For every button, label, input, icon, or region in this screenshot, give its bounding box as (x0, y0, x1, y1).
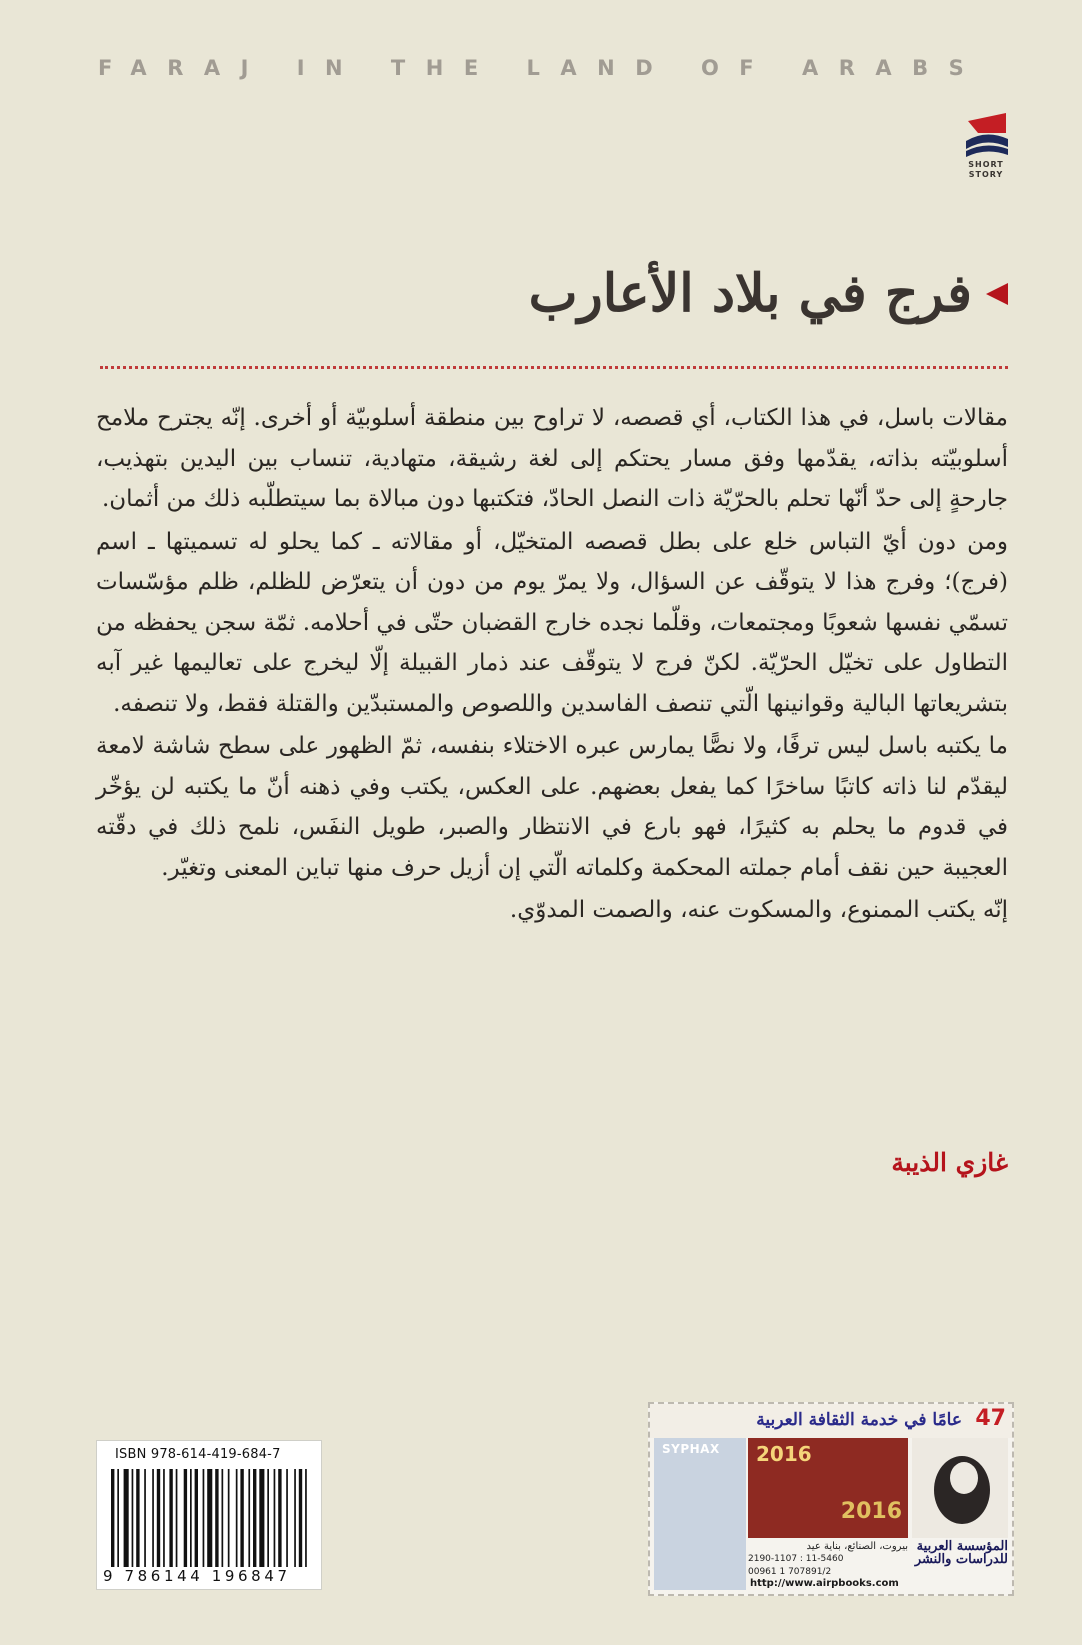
title-arrow-icon (986, 283, 1008, 305)
book-title-row (528, 263, 1008, 324)
barcode-digits: 9 786144 196847 (103, 1567, 291, 1585)
series-label: SHORT STORY (968, 160, 1004, 179)
blurb-paragraph: ومن دون أيّ التباس خلع على بطل قصصه المتخيّل، أو مقالاته ـ كما يحلو له تسميتها ـ اسم (فرج)؛ وفرج هذا لا يتوقّف عن السؤال، ولا يمرّ يوم من دون أن يتعرّض للظلم، ظلم مؤسّسات تسمّي نفسها شعوبًا ومجتمعات، وقلّما نجده خارج القضبان حتّى في أحلامه. ثمّة سجن يحفظه من التطاول على تخيّل الحرّيّة. لكنّ فرج لا يتوقّف عند ذمار القبيلة إلّا ليخرج على تعاليمها غير آبه بتشريعاتها البالية وقوانينها الّتي تنصف الفاسدين واللصوص والمستبدّين والقتلة فقط، ولا تنصفه. (96, 528, 1008, 717)
blurb-paragraph: إنّه يكتب الممنوع، والمسكوت عنه، والصمت المدوّي. (509, 897, 1008, 923)
sticker-org-name: المؤسسة العربية للدراسات والنشر (914, 1539, 1008, 1567)
blurb-author: غازي الذيبة (891, 1148, 1008, 1177)
sticker-year: 2016 (756, 1442, 812, 1466)
publisher-sticker (648, 1402, 1014, 1596)
barcode-bars-icon (111, 1469, 311, 1567)
english-title: FARAJ IN THE LAND OF ARABS (98, 56, 985, 80)
dotted-divider (100, 366, 1008, 369)
barcode (96, 1440, 322, 1590)
sticker-years-text: عامًا في خدمة الثقافة العربية (756, 1410, 962, 1430)
sticker-website: http://www.airpbooks.com (750, 1578, 899, 1589)
sticker-years-number: 47 (975, 1406, 1006, 1431)
sticker-header (650, 1404, 1012, 1438)
sticker-book-image (654, 1438, 746, 1590)
sticker-address: بيروت، الصنائع، بناية عيد (806, 1541, 908, 1552)
isbn-label: ISBN 978-614-419-684-7 (115, 1447, 281, 1462)
sticker-contact (748, 1540, 908, 1592)
sticker-portrait-image (748, 1438, 908, 1538)
blurb-paragraph: ما يكتبه باسل ليس ترفًا، ولا نصًّا يمارس عبره الاختلاء بنفسه، ثمّ الظهور على سطح شاشة لامعة ليقدّم لنا ذاته كاتبًا ساخرًا كما يفعل بعضهم. على العكس، يكتب وفي ذهنه أنّ ما يكتبه لن يؤخّر في قدوم ما يحلم به كثيرًا، فهو بارع في الانتظار والصبر، طويل النفَس، نلمح ذلك في دقّته العجيبة حين نقف أمام جملته المحكمة وكلماته الّتي إن أزيل حرف منها تباين المعنى وتغيّر. (96, 733, 1008, 881)
sticker-year-secondary: 2016 (840, 1499, 902, 1524)
syphax-label: SYPHAX (662, 1442, 720, 1456)
blurb-text (96, 398, 1008, 931)
sticker-phone: 2190-1107 : 11-5460 (748, 1554, 844, 1564)
book-title: فرج في بلاد الأعارب (528, 263, 972, 324)
sticker-fax: 00961 1 707891/2 (748, 1567, 832, 1577)
sticker-logo-icon (912, 1438, 1008, 1538)
blurb-paragraph: مقالات باسل، في هذا الكتاب، أي قصصه، لا تراوح بين منطقة أسلوبيّة أو أخرى. إنّه يجترح ملامح أسلوبيّته بذاته، يقدّمها وفق مسار يحتكم إلى لغة رشيقة، متهادية، تنساب بين اليدين بتهذيب، جارحةٍ إلى حدّ أنّها تحلم بالحرّيّة ذات النصل الحادّ، فتكتبها دون مبالاة بما سيتطلّبه ذلك من أثمان. (96, 405, 1008, 512)
